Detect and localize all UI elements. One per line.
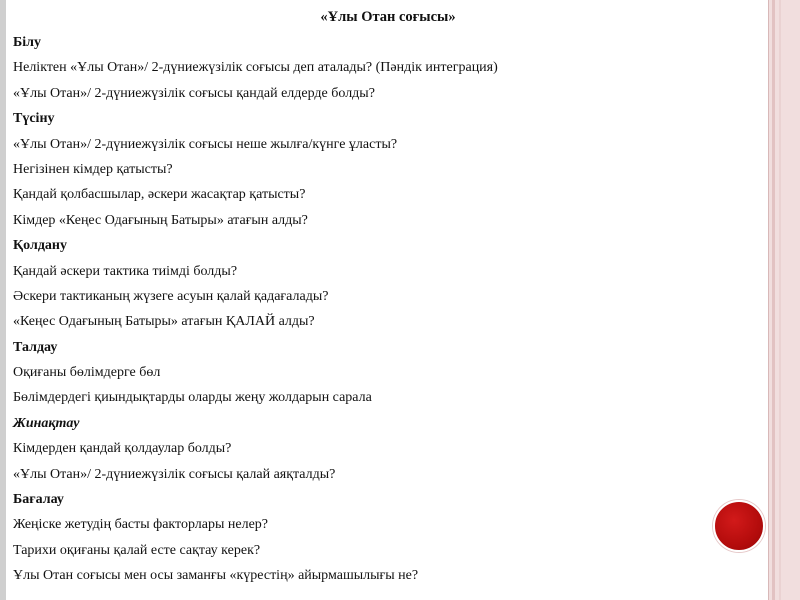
question-item: Жеңіске жетудің басты факторлары нелер? <box>13 517 269 533</box>
question-item: «Ұлы Отан»/ 2-дүниежүзілік соғысы қандай елдерде болды? <box>13 85 375 101</box>
section-heading-bilu: Білу <box>13 35 41 50</box>
question-item: Тарихи оқиғаны қалай есте сақтау керек? <box>13 542 261 558</box>
section-heading-taldau: Талдау <box>13 339 58 355</box>
left-border <box>0 0 6 600</box>
question-item: Оқиғаны бөлімдерге бөл <box>13 365 161 381</box>
section-heading-tusinu: Түсіну <box>13 111 55 127</box>
red-circle-decoration <box>713 500 765 552</box>
slide-title: «Ұлы Отан соғысы» <box>320 9 456 25</box>
section-heading-bagalau: Бағалау <box>13 492 64 508</box>
question-item: Кімдер «Кеңес Одағының Батыры» атағын алды? <box>13 212 308 228</box>
question-item: Қандай әскери тактика тиімді болды? <box>13 263 238 279</box>
section-heading-koldanu: Қолдану <box>13 238 67 254</box>
question-item: «Кеңес Одағының Батыры» атағын ҚАЛАЙ алды? <box>13 314 315 330</box>
slide-content <box>13 4 713 589</box>
question-item: Кімдерден қандай қолдаулар болды? <box>13 441 232 457</box>
question-item: Қандай қолбасшылар, әскери жасақтар қатысты? <box>13 187 306 203</box>
question-item: «Ұлы Отан»/ 2-дүниежүзілік соғысы неше жылға/күнге ұласты? <box>13 136 398 152</box>
question-item: Негізінен кімдер қатысты? <box>13 161 173 177</box>
section-heading-zhinaktau: Жинақтау <box>13 415 80 431</box>
right-decorative-stripe-thin <box>779 0 781 600</box>
question-item: «Ұлы Отан»/ 2-дүниежүзілік соғысы қалай аяқталды? <box>13 466 336 482</box>
question-item: Неліктен «Ұлы Отан»/ 2-дүниежүзілік соғысы деп аталады? (Пәндік интеграция) <box>13 60 498 76</box>
question-item: Ұлы Отан соғысы мен осы заманғы «күрестің» айырмашылығы не? <box>13 568 419 584</box>
question-item: Әскери тактиканың жүзеге асуын қалай қадағалады? <box>13 288 329 304</box>
right-decorative-stripe <box>772 0 775 600</box>
question-item: Бөлімдердегі қиындықтарды оларды жеңу жолдарын сарала <box>13 390 372 406</box>
